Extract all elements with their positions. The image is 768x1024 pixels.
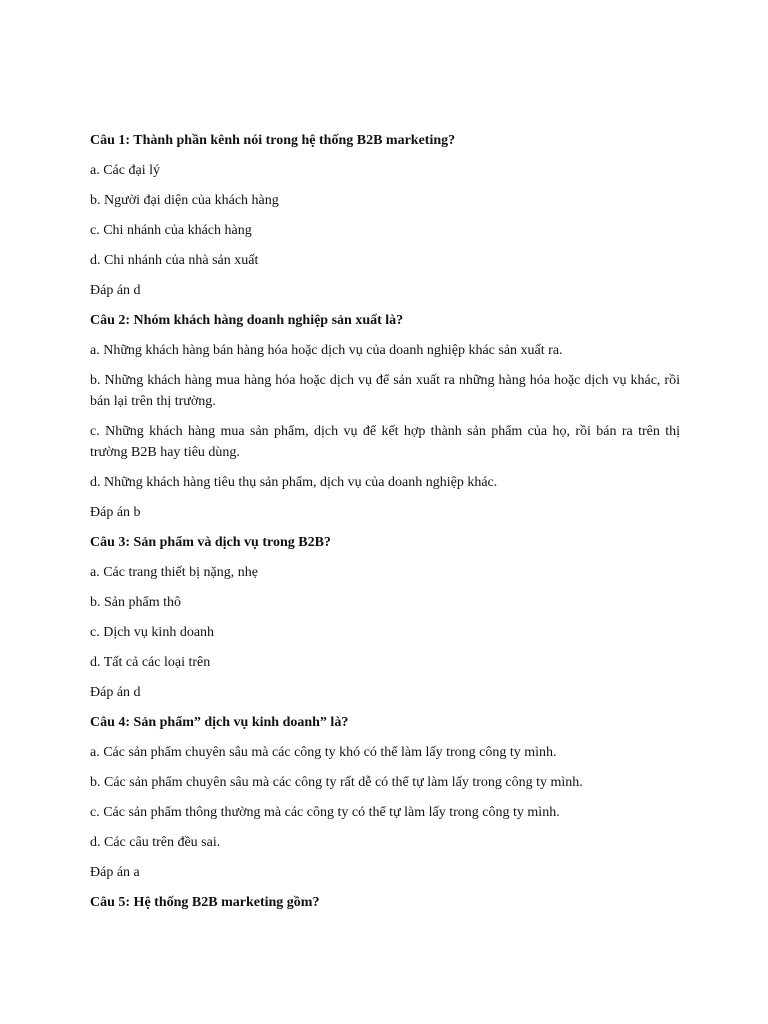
question-1-option-a: a. Các đại lý: [90, 163, 160, 178]
question-1-title: Câu 1: Thành phần kênh nói trong hệ thống B2B marketing?: [90, 133, 456, 148]
question-3-answer: Đáp án d: [90, 685, 141, 700]
question-4-option-a: a. Các sản phẩm chuyên sâu mà các công ty khó có thể làm lấy trong công ty mình.: [90, 745, 557, 760]
question-4-option-b: b. Các sản phẩm chuyên sâu mà các công ty rất dễ có thể tự làm lấy trong công ty mình.: [90, 775, 583, 790]
question-1-option-b: b. Người đại diện của khách hàng: [90, 193, 279, 208]
question-2-option-a: a. Những khách hàng bán hàng hóa hoặc dịch vụ của doanh nghiệp khác sản xuất ra.: [90, 343, 563, 358]
question-5-title: Câu 5: Hệ thống B2B marketing gồm?: [90, 895, 320, 910]
question-1-answer: Đáp án d: [90, 283, 141, 298]
question-3-title: Câu 3: Sản phẩm và dịch vụ trong B2B?: [90, 535, 331, 550]
question-2-option-c: c. Những khách hàng mua sản phẩm, dịch vụ để kết hợp thành sản phẩm của họ, rồi bán ra trên thị trường B2B hay tiêu dùng.: [90, 424, 680, 460]
document-content: [90, 130, 680, 922]
question-2-option-d: d. Những khách hàng tiêu thụ sản phẩm, dịch vụ của doanh nghiệp khác.: [90, 475, 498, 490]
question-3-option-a: a. Các trang thiết bị nặng, nhẹ: [90, 565, 258, 580]
question-2-title: Câu 2: Nhóm khách hàng doanh nghiệp sản xuất là?: [90, 313, 404, 328]
question-3-option-c: c. Dịch vụ kinh doanh: [90, 625, 215, 640]
question-2-answer: Đáp án b: [90, 505, 141, 520]
question-4-answer: Đáp án a: [90, 865, 140, 880]
question-4-option-d: d. Các câu trên đều sai.: [90, 835, 221, 850]
question-5: [90, 892, 680, 913]
question-1-option-d: d. Chi nhánh của nhà sản xuất: [90, 253, 259, 268]
question-4-option-c: c. Các sản phẩm thông thường mà các công ty có thể tự làm lấy trong công ty mình.: [90, 805, 560, 820]
question-1: [90, 130, 680, 301]
question-1-option-c: c. Chi nhánh của khách hàng: [90, 223, 252, 238]
question-4: [90, 712, 680, 883]
question-2: [90, 310, 680, 523]
question-2-option-b: b. Những khách hàng mua hàng hóa hoặc dịch vụ để sản xuất ra những hàng hóa hoặc dịch vụ khác, rồi bán lại trên thị trường.: [90, 373, 680, 409]
question-4-title: Câu 4: Sản phẩm” dịch vụ kinh doanh” là?: [90, 715, 349, 730]
question-3-option-d: d. Tất cả các loại trên: [90, 655, 211, 670]
question-3-option-b: b. Sản phẩm thô: [90, 595, 181, 610]
question-3: [90, 532, 680, 703]
